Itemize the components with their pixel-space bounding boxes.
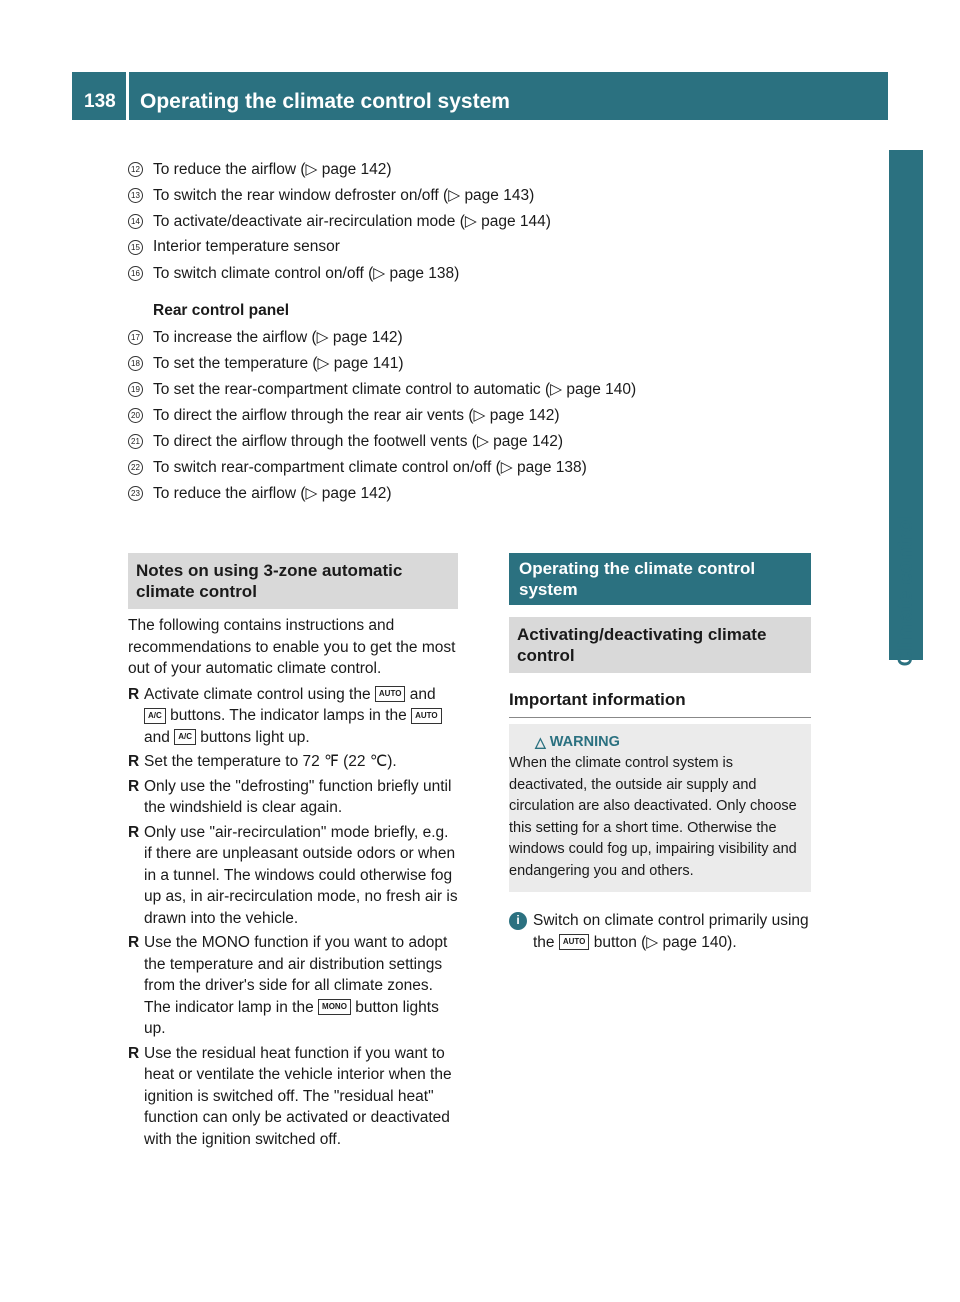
bullet-text: Use the residual heat function if you want to heat or ventilate the vehicle interior when the ignition is switched off. The "residual heat" function can only be activated or deactivated with the ignition switched off. xyxy=(144,1044,452,1148)
bullet-icon: R xyxy=(128,823,140,841)
bullet-icon: R xyxy=(128,777,140,795)
list-item xyxy=(128,454,828,480)
bullet-text: Set the temperature to 72 ℉ (22 ℃). xyxy=(144,753,397,770)
bullet-text-part: button lights up. xyxy=(144,998,439,1037)
bullet-item xyxy=(128,1043,458,1151)
bullet-item xyxy=(128,684,458,749)
bullet-text: Only use the "defrosting" function briefly until the windshield is clear again. xyxy=(144,777,452,816)
bullet-icon: R xyxy=(128,753,140,770)
list-item xyxy=(128,156,828,182)
number-badge: 20 xyxy=(128,408,143,423)
number-badge: 23 xyxy=(128,486,143,501)
warning-box xyxy=(509,724,811,893)
bullet-icon: R xyxy=(128,1044,140,1062)
list-item xyxy=(128,324,828,350)
auto-key-icon: AUTO xyxy=(375,686,406,702)
list-item xyxy=(128,480,828,506)
section-title: Operating the climate control system xyxy=(509,553,811,605)
left-column xyxy=(128,553,458,1150)
bullet-text-part: and xyxy=(144,728,170,746)
list-item xyxy=(128,428,828,454)
intro-paragraph: The following contains instructions and recommendations to enable you to get the most out of your automatic climate control. xyxy=(128,617,456,677)
list-item-text: To direct the airflow through the footwell vents (▷ page 142) xyxy=(153,432,563,450)
list-item xyxy=(128,350,828,376)
list-item-text: To increase the airflow (▷ page 142) xyxy=(153,328,403,346)
bullet-text xyxy=(144,684,458,749)
bullet-text xyxy=(144,932,458,1040)
header-divider xyxy=(126,72,129,120)
important-heading: Important information xyxy=(509,690,686,709)
list-item-text: Interior temperature sensor xyxy=(153,238,340,255)
page-number: 138 xyxy=(84,91,116,112)
bullet-text-part: buttons light up. xyxy=(200,728,310,746)
number-badge: 22 xyxy=(128,460,143,475)
mono-key-icon: MONO xyxy=(318,999,351,1015)
bullet-list xyxy=(128,684,458,1151)
legend-list xyxy=(128,156,828,506)
bullet-item xyxy=(128,751,458,773)
list-item-text: To activate/deactivate air-recirculation mode (▷ page 144) xyxy=(153,212,551,230)
sub-heading: Activating/deactivating climate control xyxy=(509,617,811,673)
number-badge: 16 xyxy=(128,266,143,281)
ac-key-icon: A/C xyxy=(144,708,166,724)
list-item-text: To reduce the airflow (▷ page 142) xyxy=(153,160,392,178)
bullet-item xyxy=(128,776,458,819)
auto-key-icon: AUTO xyxy=(559,934,590,950)
info-note xyxy=(509,910,811,953)
list-item xyxy=(128,182,828,208)
warning-title xyxy=(509,732,803,754)
number-badge: 19 xyxy=(128,382,143,397)
bullet-text-part: Activate climate control using the xyxy=(144,685,371,703)
list-item xyxy=(128,260,828,286)
auto-key-icon: AUTO xyxy=(411,708,442,724)
bullet-text-part: buttons. The indicator lamps in the xyxy=(170,707,407,724)
info-text xyxy=(533,910,811,953)
bullet-item xyxy=(128,932,458,1040)
number-badge: 14 xyxy=(128,214,143,229)
bullet-text: Only use "air-recirculation" mode briefly, e.g. if there are unpleasant outside odors or when in a tunnel. The windows could otherwise fog up as, in air-recirculation mode, no fresh air is drawn into the vehicle. xyxy=(144,823,458,927)
warning-label: WARNING xyxy=(549,733,620,750)
list-item-text: To set the rear-compartment climate control to automatic (▷ page 140) xyxy=(153,380,637,398)
list-item-text: To set the temperature (▷ page 141) xyxy=(153,354,404,372)
list-item-text: To switch rear-compartment climate control on/off (▷ page 138) xyxy=(153,458,587,476)
info-text-part: Switch on climate control primarily using the xyxy=(533,912,809,951)
bullet-icon: R xyxy=(128,685,140,703)
info-text-part: button (▷ page 140). xyxy=(593,933,737,951)
number-badge: 15 xyxy=(128,240,143,255)
list-item-text: To direct the airflow through the rear air vents (▷ page 142) xyxy=(153,406,560,424)
list-item xyxy=(128,234,828,260)
page-title: Operating the climate control system xyxy=(140,90,510,113)
side-tab-label: Climate control xyxy=(894,513,917,667)
bullet-item xyxy=(128,822,458,930)
number-badge: 17 xyxy=(128,330,143,345)
number-badge: 21 xyxy=(128,434,143,449)
list-item-text: To switch the rear window defroster on/off (▷ page 143) xyxy=(153,186,535,204)
number-badge: 18 xyxy=(128,356,143,371)
bullet-icon: R xyxy=(128,934,140,951)
warning-icon: △ xyxy=(535,733,546,750)
list-item xyxy=(128,376,828,402)
list-item-text: To switch climate control on/off (▷ page 138) xyxy=(153,264,460,282)
warning-text: When the climate control system is deactivated, the outside air supply and circulation are also deactivated. Only choose this setting for a short time. Otherwise the windows could fog up, impairing visibility and endangering you and others. xyxy=(509,755,797,879)
number-badge: 12 xyxy=(128,162,143,177)
list-item-text: To reduce the airflow (▷ page 142) xyxy=(153,484,392,502)
bullet-text-part: and xyxy=(409,685,436,703)
bullet-text-part: Use the MONO function if you want to adopt the temperature and air distribution settings from the driver's side for all climate zones. The indicator lamp in the xyxy=(144,934,448,1016)
section-heading: Notes on using 3-zone automatic climate control xyxy=(128,553,458,609)
list-item xyxy=(128,208,828,234)
panel-heading: Rear control panel xyxy=(153,302,290,319)
number-badge: 13 xyxy=(128,188,143,203)
info-icon: i xyxy=(509,912,527,930)
list-item xyxy=(128,402,828,428)
divider xyxy=(509,717,811,718)
right-column xyxy=(509,553,811,953)
ac-key-icon: A/C xyxy=(174,729,196,745)
